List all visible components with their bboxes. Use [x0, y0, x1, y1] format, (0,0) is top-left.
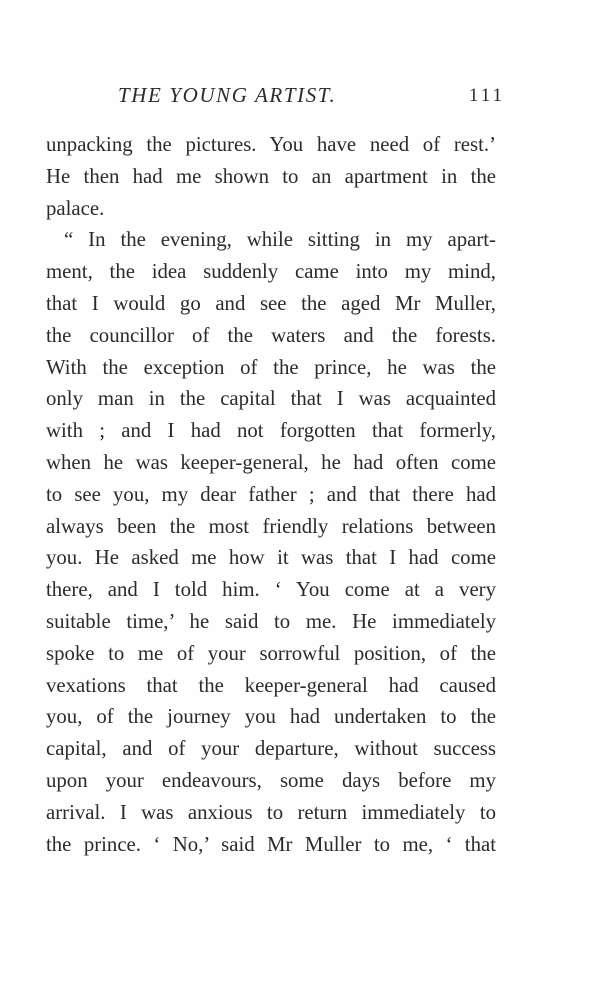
text-line: spoke to me of your sorrowful position, of the: [46, 641, 496, 665]
text-line: you. He asked me how it was that I had come: [46, 546, 496, 570]
text-line: suitable time,’ he said to me. He immediately: [46, 609, 496, 633]
text-line: unpacking the pictures. You have need of rest.’: [46, 133, 496, 156]
text-line: there, and I told him. ‘ You come at a very: [46, 578, 496, 602]
text-line: He then had me shown to an apartment in the: [46, 164, 496, 188]
text-line: that I would go and see the aged Mr Muller,: [46, 291, 496, 315]
text-line: “ In the evening, while sitting in my apart-: [64, 228, 496, 252]
text-line: the prince. ‘ No,’ said Mr Muller to me, ‘ that: [46, 832, 496, 856]
text-line: capital, and of your departure, without success: [46, 737, 496, 761]
body-text: [46, 129, 496, 860]
text-line: you, of the journey you had undertaken to the: [46, 705, 496, 729]
running-title: THE YOUNG ARTIST.: [118, 83, 337, 107]
text-line: with ; and I had not forgotten that formerly,: [46, 419, 496, 443]
text-line: ment, the idea suddenly came into my mind,: [46, 260, 496, 284]
text-line: arrival. I was anxious to return immediately to: [46, 800, 496, 824]
text-line: upon your endeavours, some days before my: [46, 768, 496, 792]
text-line: palace.: [46, 196, 105, 220]
text-line: to see you, my dear father ; and that there had: [46, 482, 496, 506]
page-number: 111: [468, 85, 505, 106]
text-line: when he was keeper-general, he had often come: [46, 450, 496, 474]
running-header: [46, 83, 505, 113]
text-line: always been the most friendly relations between: [46, 514, 496, 538]
text-line: only man in the capital that I was acquainted: [46, 387, 496, 411]
text-line: the councillor of the waters and the forests.: [46, 323, 496, 347]
text-line: vexations that the keeper-general had caused: [46, 673, 496, 697]
text-line: With the exception of the prince, he was the: [46, 355, 496, 379]
